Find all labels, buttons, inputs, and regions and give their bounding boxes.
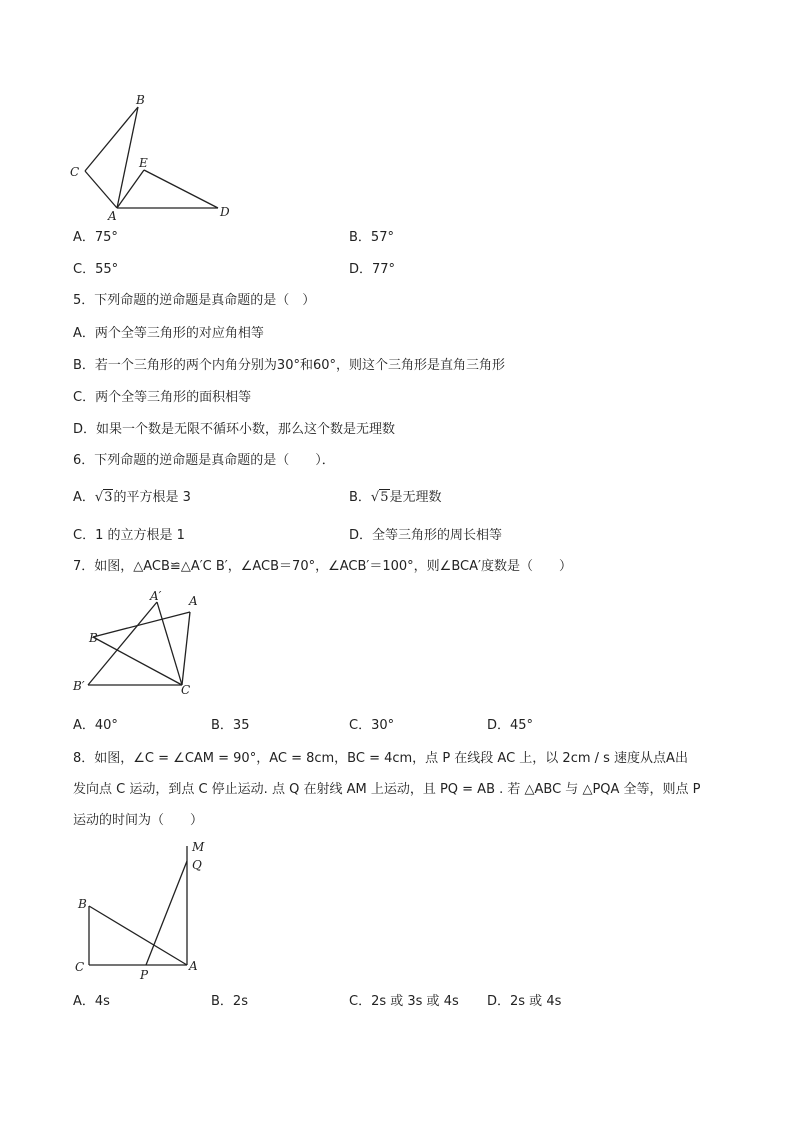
q8-stem-line-3: 运动的时间为（ ） [73,813,204,828]
q4-option-a[interactable]: A．75° [73,230,118,245]
q6-option-c[interactable]: C．1 的立方根是 1 [73,528,185,543]
q4-label-b: B [136,93,145,107]
q5-option-b[interactable]: B．若一个三角形的两个内角分别为30°和60°，则这个三角形是直角三角形 [73,358,506,373]
q7-option-a[interactable]: A．40° [73,718,118,733]
q7-option-c[interactable]: C．30° [349,718,395,733]
q8-stem-line-1: 8．如图，∠C = ∠CAM = 90°，AC = 8cm，BC = 4cm，点 P 在线段 AC 上，以 2cm / s 速度从点A出 [73,751,688,766]
q8-label-q: Q [192,858,202,872]
q7-figure [0,585,794,700]
q4-option-b[interactable]: B．57° [349,230,394,245]
q4-label-d: D [220,205,230,219]
q4-option-c[interactable]: C．55° [73,262,119,277]
radical-icon: √ [94,490,104,505]
q8-label-p: P [140,968,149,982]
q6-option-b[interactable] [349,490,442,506]
q6-option-b-label: B． [349,490,371,505]
q8-label-c: C [75,960,85,974]
q7-label-a: A [189,594,198,608]
q7-option-d[interactable]: D．45° [487,718,534,733]
radical-icon: √ [370,490,380,505]
q8-label-a: A [189,959,198,973]
q6-option-b-radicand: 5 [380,490,389,505]
q6-option-a[interactable] [73,490,191,506]
q7-stem: 7．如图，△ACB≌△A′C B′，∠ACB＝70°，∠ACB′＝100°，则∠BCA′度数是（ ） [73,559,572,574]
q8-label-b: B [78,897,87,911]
q7-label-b-prime: B′ [73,679,85,693]
q6-option-b-text: 是无理数 [389,490,442,505]
q5-option-c[interactable]: C．两个全等三角形的面积相等 [73,390,252,405]
q5-option-d[interactable]: D．如果一个数是无限不循环小数，那么这个数是无理数 [73,422,396,437]
q7-figure-lines [88,602,190,685]
q6-option-d[interactable]: D．全等三角形的周长相等 [349,528,503,543]
q7-label-a-prime: A′ [150,589,162,603]
q6-option-a-radicand: 3 [104,490,113,505]
q6-option-a-label: A． [73,490,95,505]
q5-option-a[interactable]: A．两个全等三角形的对应角相等 [73,326,264,341]
q8-option-a[interactable]: A．4s [73,994,110,1009]
q4-label-c: C [70,165,80,179]
q8-figure [0,835,794,985]
q7-label-b: B [89,631,98,645]
q8-figure-lines [89,846,187,965]
q8-option-c[interactable]: C．2s 或 3s 或 4s [349,994,459,1009]
q4-label-e: E [139,156,148,170]
q8-option-b[interactable]: B．2s [211,994,248,1009]
q8-stem-line-2: 发向点 C 运动，到点 C 停止运动. 点 Q 在射线 AM 上运动，且 PQ = AB . 若 △ABC 与 △PQA 全等，则点 P [73,782,701,797]
q5-stem: 5．下列命题的逆命题是真命题的是（ ） [73,293,316,308]
q8-option-d[interactable]: D．2s 或 4s [487,994,562,1009]
q4-label-a: A [108,209,117,223]
q7-option-b[interactable]: B．35 [211,718,250,733]
q4-figure-lines [85,107,218,208]
q4-figure [0,0,794,230]
q6-option-a-text: 的平方根是 3 [113,490,191,505]
q7-label-c: C [181,683,191,697]
q4-option-d[interactable]: D．77° [349,262,396,277]
q8-label-m: M [192,840,205,854]
q6-stem: 6．下列命题的逆命题是真命题的是（ ）． [73,453,335,468]
